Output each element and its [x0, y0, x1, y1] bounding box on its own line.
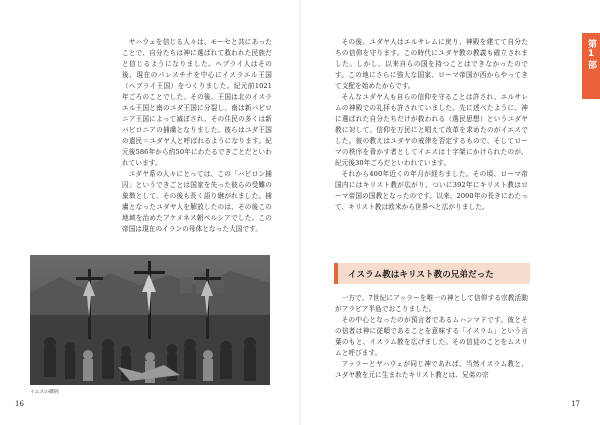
right-paragraph: 一方で、7世紀にアッラーを唯一の神として信仰する宗教活動がアラビア半島でおこりました。 — [335, 294, 528, 313]
section-heading — [334, 263, 530, 284]
right-page-text-top — [335, 37, 528, 213]
right-paragraph: その中心となったのが預言者であるムハンマドです。彼とその信者は神に従順であることを意味する「イスラム」という言葉のもと、イスラム教を広げました。その信徒のことをムスリムと呼びます。 — [335, 316, 528, 357]
section-heading-text: イスラム教はキリスト教の兄弟だった — [348, 270, 494, 280]
engraving-image — [30, 255, 270, 385]
right-paragraph: それから400年近くの年月が経ちました。その頃、ローマ帝国内にはキリスト教が広がり、ついに392年にキリスト教はローマ帝国の国教となったのです。以来、2000年の長きにわたって、キリスト教は欧米から世界へと広がりました。 — [335, 170, 528, 211]
part-tab-label: 第1部 — [586, 39, 596, 70]
figure-caption: イエスの磔刑 — [30, 390, 59, 395]
left-page-text — [122, 37, 272, 235]
right-paragraph: その後、ユダヤ人はエルサレムに戻り、神殿を建てて自分たちの信仰を守ります。この時代にユダヤ教の教義も確立されました。しかし、以来自らの国を持つことはできなかったのです。この地にさらに強大な国家、ローマ帝国が西からやってきて支配を始めたからです。 — [335, 38, 528, 90]
crucifixion-illustration — [30, 255, 270, 385]
right-page-text-bottom — [335, 293, 528, 381]
left-paragraph: ヤハウェを信じる人々は、モーセと共にあったことで、自分たちは神に選ばれて救われた民族だと信じるようになりました。ヘブライ人はその後、現在のパレスチナを中心にイスラエル王国（ヘブライ王国）をつくりました。紀元前1021年ごろのことでした。その後、王国は北のイスラエル王国と南のユダ王国に分裂し、南は新バビロニア王国によって滅ぼされ、その住民の多くは新バビロニアの捕虜となりました。彼らはユダ王国の遺民＝ユダヤ人と呼ばれるようになります。紀元後586年から約50年にわたるできごとだといわれています。 — [122, 38, 272, 167]
left-paragraph: ユダヤ系の人々にとっては、この「バビロン捕囚」というできごとは国家を失った彼らの受難の象徴として、その後も長く語り継がれました。捕虜となったユダヤ人を解放したのは、その後この地域を治めたアケメネス朝ペルシアでした。この帝国は現在のイランの母体となった大国です。 — [122, 170, 272, 233]
right-paragraph: アッラーとヤハウェが同じ神であれば、当然イスラム教と、ユダヤ教を元に生まれたキリスト教とは、兄弟の宗 — [335, 360, 528, 379]
gutter — [299, 0, 301, 425]
page-number-left: 16 — [15, 400, 24, 408]
page-number-right: 17 — [571, 400, 580, 408]
part-tab — [582, 33, 600, 99]
right-paragraph: そんなユダヤ人も自らの信仰を守ることは許され、エルサレムの神殿での礼拝も許されていました。先に述べたように、神に選ばれた自分たちだけが救われる（選民思想）というユダヤ教に対して、信仰を万民にと唱えて改革を求めたのがイエスでした。彼の教えはユダヤの戒律を否定するもので、そしてローマの秩序を脅かす者としてイエスは十字架にかけられたのが、紀元後30年ごろだといわれています。 — [335, 93, 528, 167]
